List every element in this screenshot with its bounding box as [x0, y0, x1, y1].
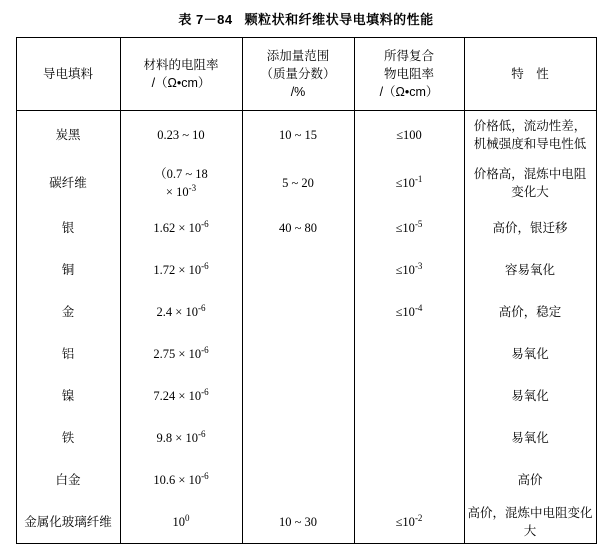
cell-filler	[16, 417, 120, 459]
cell-resistivity	[120, 249, 242, 291]
cell-line: 易氧化	[511, 430, 549, 445]
cell-line: $\le 10^{-1}$	[395, 173, 423, 190]
cell-filler	[16, 501, 120, 544]
table-row	[16, 501, 596, 544]
column-header-loading	[242, 38, 354, 111]
cell-resistivity	[120, 207, 242, 249]
cell-filler	[16, 459, 120, 501]
cell-filler	[16, 333, 120, 375]
cell-features	[464, 249, 596, 291]
cell-line: $1.62 \times 10^{-6}$	[153, 218, 209, 235]
cell-line: 金属化玻璃纤维	[24, 514, 112, 529]
cell-composite	[354, 417, 464, 459]
cell-line: $\le 10^{-3}$	[395, 260, 423, 277]
cell-filler	[16, 249, 120, 291]
cell-loading	[242, 501, 354, 544]
cell-resistivity	[120, 291, 242, 333]
cell-line: 机械强度和导电性低	[473, 137, 587, 151]
header-line: 物电阻率	[383, 66, 434, 81]
cell-line: 10 ~ 15	[278, 127, 317, 142]
table-row	[16, 111, 596, 160]
cell-loading	[242, 249, 354, 291]
table-row	[16, 417, 596, 459]
cell-line: 易氧化	[511, 346, 549, 361]
cell-line: $2.75 \times 10^{-6}$	[153, 344, 209, 361]
cell-resistivity	[120, 501, 242, 544]
table-row	[16, 375, 596, 417]
cell-composite	[354, 375, 464, 417]
column-header-features	[464, 38, 596, 111]
cell-line: 金	[61, 304, 75, 319]
cell-loading	[242, 159, 354, 207]
header-line: 特 性	[511, 66, 549, 81]
cell-resistivity	[120, 111, 242, 160]
cell-resistivity	[120, 159, 242, 207]
cell-resistivity	[120, 459, 242, 501]
cell-composite	[354, 291, 464, 333]
cell-line: 铜	[61, 262, 75, 277]
table-row	[16, 291, 596, 333]
cell-composite	[354, 207, 464, 249]
cell-features	[464, 291, 596, 333]
cell-composite	[354, 333, 464, 375]
cell-composite	[354, 159, 464, 207]
table-row	[16, 207, 596, 249]
cell-loading	[242, 207, 354, 249]
cell-resistivity	[120, 375, 242, 417]
cell-features	[464, 207, 596, 249]
cell-line: 高价	[517, 472, 543, 487]
cell-line: 变化大	[511, 185, 549, 199]
cell-line: $2.4 \times 10^{-6}$	[156, 302, 206, 319]
cell-line: 价格低，流动性差，	[473, 118, 587, 133]
cell-loading	[242, 333, 354, 375]
table-row	[16, 249, 596, 291]
column-header-resistivity	[120, 38, 242, 111]
cell-line: $\le 10^{-4}$	[395, 302, 423, 319]
cell-line: $10^0$	[172, 512, 190, 529]
header-line: （质量分数）	[260, 66, 336, 81]
cell-line: 5 ~ 20	[282, 175, 314, 190]
cell-line: 铝	[61, 346, 75, 361]
header-line: 添加量范围	[266, 48, 330, 63]
cell-line: 价格高，混炼中电阻	[473, 166, 587, 181]
cell-features	[464, 459, 596, 501]
header-line: 所得复合	[383, 48, 434, 63]
table-row	[16, 159, 596, 207]
cell-features	[464, 375, 596, 417]
cell-line: 高价，银迁移	[492, 220, 568, 235]
cell-line: $\le 10^{-5}$	[395, 218, 423, 235]
table-row	[16, 459, 596, 501]
table-row	[16, 333, 596, 375]
cell-line: $9.8 \times 10^{-6}$	[156, 428, 206, 445]
cell-line: 银	[61, 220, 75, 235]
cell-line: 镍	[61, 388, 75, 403]
header-line: 材料的电阻率	[143, 57, 219, 72]
cell-loading	[242, 459, 354, 501]
properties-table	[16, 37, 597, 544]
table-caption	[0, 0, 612, 37]
cell-line: ≤100	[396, 127, 422, 142]
cell-line: （0.7 ~ 18	[154, 166, 208, 181]
cell-features	[464, 159, 596, 207]
header-line: /（Ω•cm）	[379, 85, 439, 100]
cell-filler	[16, 111, 120, 160]
cell-line: 易氧化	[511, 388, 549, 403]
cell-loading	[242, 291, 354, 333]
table-number: 表 7－84	[178, 12, 233, 27]
cell-features	[464, 417, 596, 459]
cell-filler	[16, 291, 120, 333]
cell-line: 10 ~ 30	[278, 514, 317, 529]
cell-line: 碳纤维	[49, 175, 87, 190]
cell-composite	[354, 501, 464, 544]
cell-features	[464, 111, 596, 160]
table-body	[16, 111, 596, 544]
cell-line: 40 ~ 80	[278, 220, 317, 235]
cell-loading	[242, 417, 354, 459]
cell-resistivity	[120, 417, 242, 459]
cell-line: 铁	[61, 430, 75, 445]
column-header-composite-resistivity	[354, 38, 464, 111]
cell-line: 高价，稳定	[498, 304, 562, 319]
cell-filler	[16, 159, 120, 207]
cell-features	[464, 501, 596, 544]
cell-line: 0.23 ~ 10	[157, 127, 205, 142]
cell-filler	[16, 207, 120, 249]
cell-line: 高价，混炼中电阻变化大	[467, 505, 593, 538]
table-title: 颗粒状和纤维状导电填料的性能	[244, 12, 434, 27]
header-line: 导电填料	[42, 66, 93, 81]
cell-line: $7.24 \times 10^{-6}$	[153, 386, 209, 403]
cell-line: $10.6 \times 10^{-6}$	[153, 470, 209, 487]
cell-filler	[16, 375, 120, 417]
header-line: /%	[290, 85, 306, 100]
cell-line: 炭黑	[55, 127, 81, 142]
cell-line: 白金	[55, 472, 81, 487]
cell-composite	[354, 459, 464, 501]
header-line: /（Ω•cm）	[151, 76, 211, 90]
cell-loading	[242, 111, 354, 160]
table-header-row	[16, 38, 596, 111]
cell-resistivity	[120, 333, 242, 375]
cell-features	[464, 333, 596, 375]
cell-line: 容易氧化	[504, 262, 555, 277]
cell-line: × $10^{-3}$	[165, 182, 197, 199]
cell-loading	[242, 375, 354, 417]
column-header-filler	[16, 38, 120, 111]
cell-composite	[354, 111, 464, 160]
cell-line: $1.72 \times 10^{-6}$	[153, 260, 209, 277]
cell-composite	[354, 249, 464, 291]
cell-line: $\le 10^{-2}$	[395, 512, 423, 529]
